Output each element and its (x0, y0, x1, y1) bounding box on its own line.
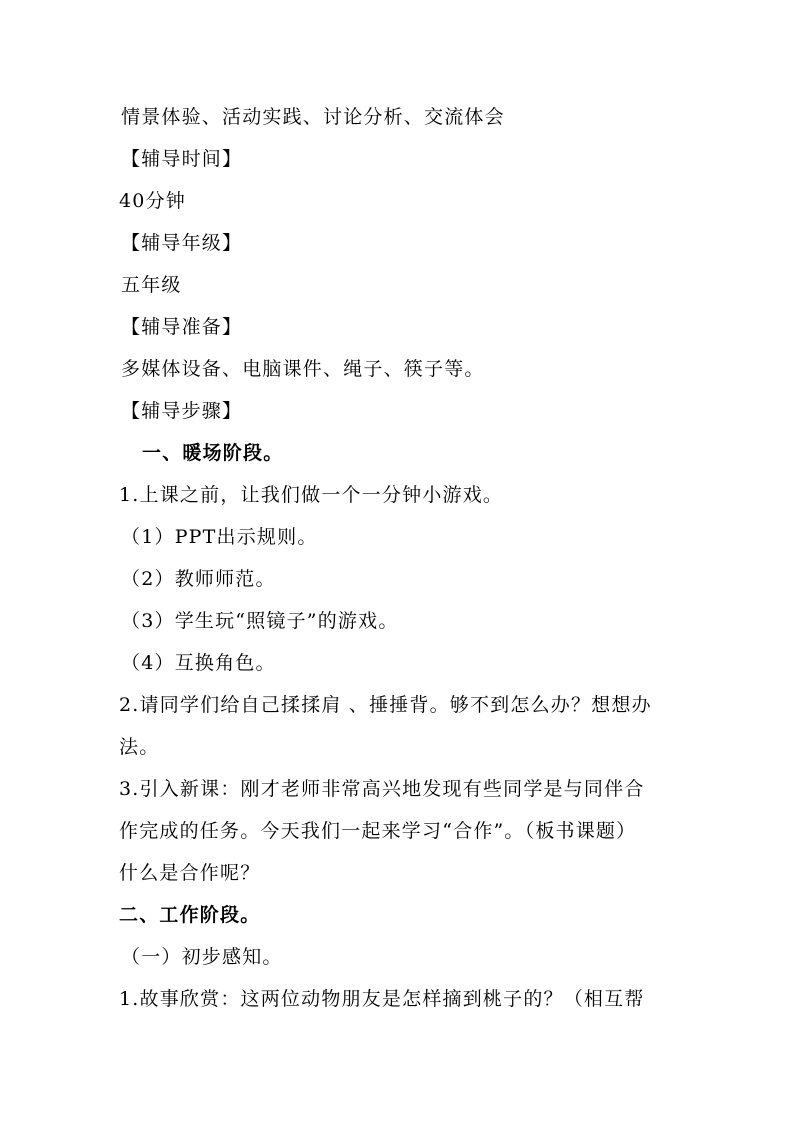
section-heading-time: 【辅导时间】 (121, 148, 243, 170)
sub-step-1: （1）PPT出示规则。 (121, 526, 318, 548)
step-3-text-end: 什么是合作呢？ (119, 862, 261, 884)
sub-step-2: （2）教师师范。 (121, 568, 276, 590)
story-step-text: 1.故事欣赏：这两位动物朋友是怎样摘到桃子的？（相互帮 (119, 988, 645, 1010)
section-heading-grade: 【辅导年级】 (121, 232, 243, 254)
section-heading-preparation: 【辅导准备】 (121, 316, 243, 338)
grade-text: 五年级 (121, 274, 182, 296)
step-2-text: 2.请同学们给自己揉揉肩 、捶捶背。够不到怎么办？想想办 (119, 694, 652, 716)
preparation-text: 多媒体设备、电脑课件、绳子、筷子等。 (121, 358, 485, 380)
sub-heading-initial-perception: （一）初步感知。 (121, 946, 283, 968)
duration-text: 40分钟 (119, 190, 186, 212)
step-1-text: 1.上课之前，让我们做一个一分钟小游戏。 (119, 484, 504, 506)
step-2-text-cont: 法。 (119, 736, 160, 758)
stage-heading-work: 二、工作阶段。 (119, 904, 261, 926)
sub-step-3: （3）学生玩“照镜子”的游戏。 (121, 610, 399, 632)
teaching-methods-line: 情景体验、活动实践、讨论分析、交流体会 (121, 106, 505, 128)
section-heading-steps: 【辅导步骤】 (121, 400, 243, 422)
step-3-text: 3.引入新课：刚才老师非常高兴地发现有些同学是与同伴合 (119, 778, 645, 800)
stage-heading-warmup: 一、暖场阶段。 (142, 442, 284, 464)
step-3-text-cont: 作完成的任务。今天我们一起来学习“合作”。（板书课题） (119, 820, 637, 842)
sub-step-4: （4）互换角色。 (121, 652, 276, 674)
